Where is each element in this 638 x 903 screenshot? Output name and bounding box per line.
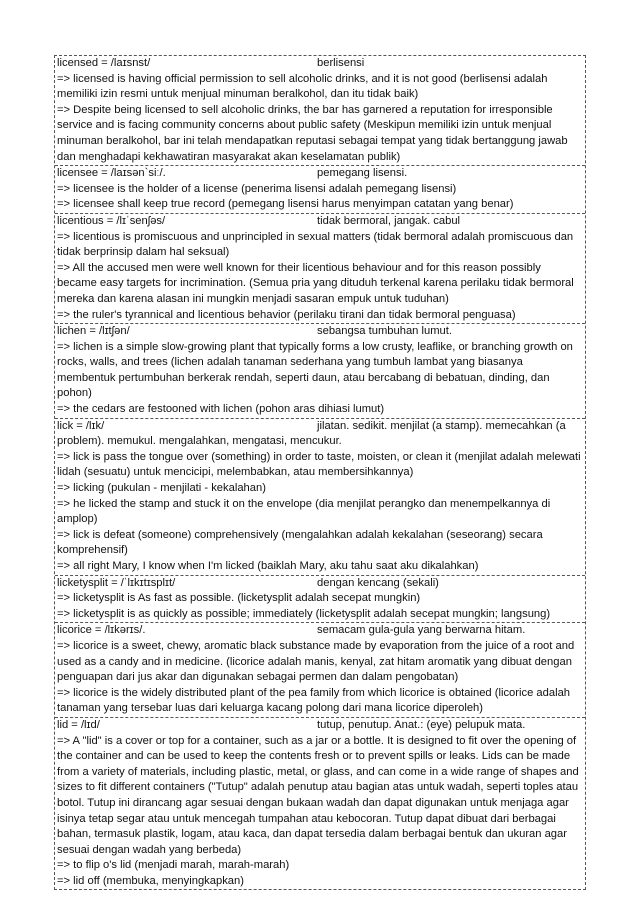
entry-header [57,718,583,734]
definition-line: => lichen is a simple slow-growing plant that typically forms a low crusty, leaflike, or branching growth on rocks, walls, and trees (lichen adalah tanaman sederhana yang tumbuh lambat yang biasanya membentuk pertumbuhan berkerak rendah, seperti daun, atau bercabang di bebatuan, dinding, dan pohon) [57,340,573,400]
definition-line: => lick is defeat (someone) comprehensively (mengalahkan adalah kekalahan (seseorang) secara komprehensif) [57,528,543,557]
entry-lid [55,717,585,890]
definition-line: => licensed is having official permission to sell alcoholic drinks, and it is not good (berlisensi adalah memiliki izin resmi untuk menjual minuman beralkohol, dan itu tidak baik) [57,72,548,101]
translation: pemegang lisensi. [317,167,408,180]
entry-licorice [55,622,585,717]
definition-line: => licentious is promiscuous and unprincipled in sexual matters (tidak bermoral adalah promiscuous dan tidak berprinsip dalam hal seksual) [57,230,574,259]
entry-header [57,576,583,592]
headword: licentious = /lɪˈsenʃəs/ [57,214,166,227]
entry-header [57,324,583,340]
translation: sebangsa tumbuhan lumut. [317,325,452,338]
headword: licketysplit = /ˈlɪkɪtɪsplɪt/ [57,576,176,589]
definition-line: => licketysplit is as quickly as possible; immediately (licketysplit adalah secepat mungkin; langsung) [57,607,551,620]
entry-licensee [55,165,585,213]
entry-lichen [55,323,585,418]
definition-line: => licensee is the holder of a license (penerima lisensi adalah pemegang lisensi) [57,182,457,195]
definition-line: => licketysplit is As fast as possible. (licketysplit adalah secepat mungkin) [57,592,421,605]
entry-header [57,623,583,639]
entry-header [57,419,583,435]
entry-licketysplit [55,575,585,623]
definition-line: => licorice is the widely distributed plant of the pea family from which licorice is obtained (licorice adalah tanaman yang tersebar luas dari keluarga kacang polong dari mana licorice diperoleh) [57,686,571,715]
headword: lid = /lɪd/ [57,718,100,731]
example-line: => licensee shall keep true record (pemegang lisensi harus menyimpan catatan yang benar) [57,198,514,211]
translation: berlisensi [317,57,365,69]
entry-licensed [55,56,585,165]
example-line: => he licked the stamp and stuck it on the envelope (dia menjilat perangko dan menempelkannya di amplop) [57,497,551,526]
example-line: => the ruler's tyrannical and licentious behavior (perilaku tirani dan tidak bermoral penguasa) [57,308,516,321]
definition-line: => A "lid" is a cover or top for a container, such as a jar or a bottle. It is designed to fit over the opening of the container and can be used to keep the contents fresh or to prevent spills or leaks. Lids can be made from a variety of materials, including plastic, metal, or glass, and can come in a wide range of shapes and sizes to fit different containers ("Tutup" adalah penutup atau bagian atas untuk wadah, seperti toples atau botol. Tutup ini dirancang agar sesuai dengan bukaan wadah dan dapat digunakan untuk menjaga agar isinya tetap segar atau untuk mencegah tumpahan atau kebocoran. Tutup dapat dibuat dari berbagai bahan, termasuk plastik, logam, atau kaca, dan dapat tersedia dalam berbagai bentuk dan ukuran agar sesuai dengan wadah yang berbeda) [57,734,579,856]
headword: lichen = /lɪtʃən/ [57,325,130,338]
idiom-line: => to flip o's lid (menjadi marah, marah-marah) [57,859,290,872]
entry-header [57,214,583,230]
entry-header [57,166,583,182]
translation: tutup, penutup. Anat.: (eye) pelupuk mata. [317,718,526,731]
entry-lick [55,418,585,575]
translation: semacam gula-gula yang berwarna hitam. [317,624,526,637]
headword: licensed = /laɪsnst/ [57,57,151,69]
example-line: => All the accused men were well known for their licentious behaviour and for this reason possibly became easy targets for incrimination. (Semua pria yang dituduh terkenal karena perilaku tidak bermoral mereka dan karena alasan ini mungkin menjadi sasaran empuk untuk tuduhan) [57,261,574,305]
example-line: => Despite being licensed to sell alcoholic drinks, the bar has garnered a reputation for irresponsible service and is facing community concerns about public safety (Meskipun memiliki izin untuk menjual minuman beralkohol, bar ini telah mendapatkan reputasi sebagai tempat yang tidak bertanggung jawab dan menghadapi kekhawatiran masyarakat akan keselamatan publik) [57,103,568,163]
entry-licentious [55,213,585,323]
translation-continuation: problem). memukul. mengalahkan, mengatasi, mencukur. [57,435,342,448]
example-line: => all right Mary, I know when I'm licked (baiklah Mary, aku tahu saat aku dikalahkan) [57,560,479,572]
entry-header [57,56,583,72]
headword: licensee = /laɪsən`siː/. [57,167,166,180]
translation: jilatan. sedikit. menjilat (a stamp). memecahkan (a [317,419,566,432]
headword: lick = /lɪk/ [57,419,105,432]
example-line: => the cedars are festooned with lichen (pohon aras dihiasi lumut) [57,403,385,416]
dictionary-page [54,55,586,890]
example-line: => licking (pukulan - menjilati - kekalahan) [57,482,266,495]
headword: licorice = /lɪkərɪs/. [57,624,146,637]
translation: tidak bermoral, jangak. cabul [317,214,461,227]
translation: dengan kencang (sekali) [317,576,439,589]
definition-line: => licorice is a sweet, chewy, aromatic black substance made by evaporation from the juice of a root and used as a candy and in medicine. (licorice adalah manis, kenyal, zat hitam aromatik yang dibuat dengan penguapan dari jus akar dan digunakan sebagai permen dan dalam pengobatan) [57,639,575,684]
definition-line: => lick is pass the tongue over (something) in order to taste, moisten, or clean it (menjilat adalah melewati lidah (sesuatu) untuk mencicipi, melembabkan, atau membersihkannya) [57,450,581,479]
idiom-line: => lid off (membuka, menyingkapkan) [57,874,244,887]
